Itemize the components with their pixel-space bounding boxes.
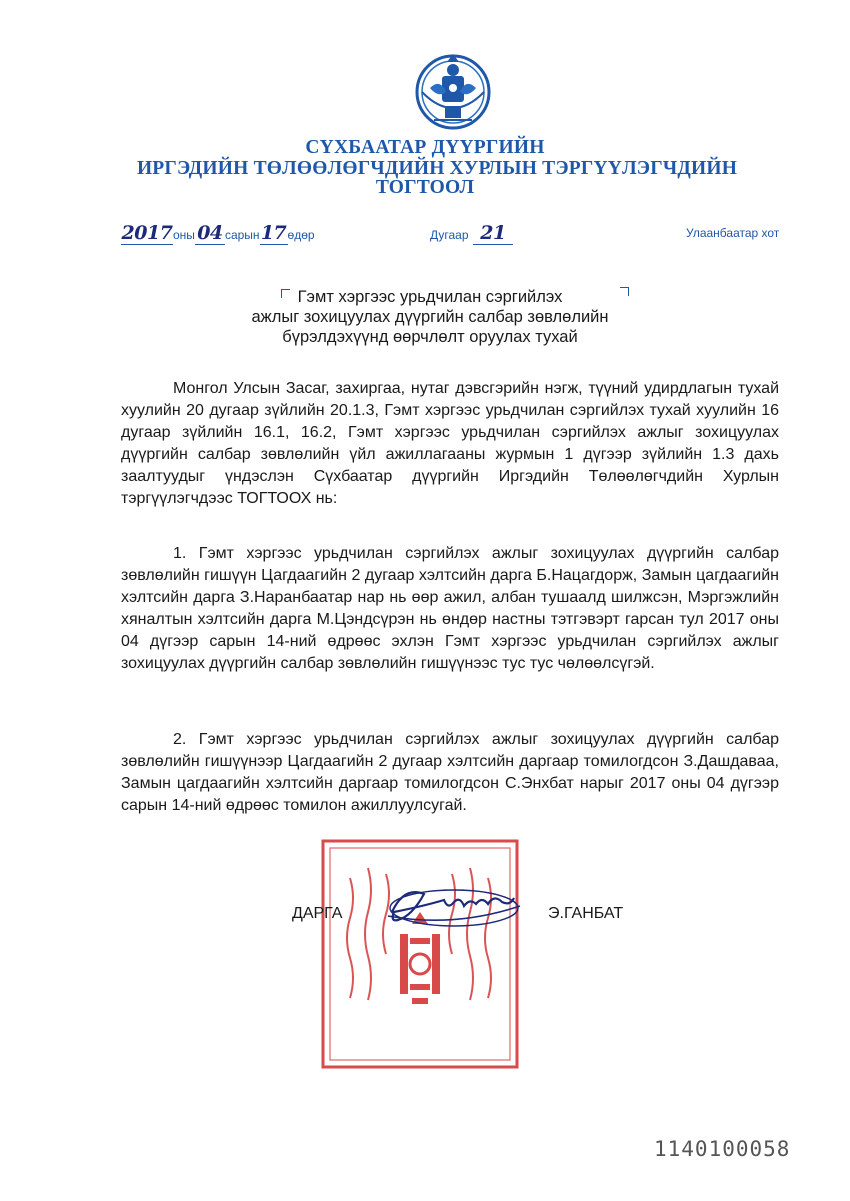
org-name-line2: ИРГЭДИЙН ТӨЛӨӨЛӨГЧДИЙН ХУРЛЫН ТЭРГҮҮЛЭГЧДИЙН	[136, 158, 738, 179]
registration-number: 1140100058	[654, 1137, 791, 1161]
resolution-item-2: 2. Гэмт хэргээс урьдчилан сэргийлэх ажлыг зохицуулах дүүргийн салбар зөвлөлийн гишүүнээр Цагдаагийн 2 дугаар хэлтсийн даргаар томилогдсон З.Дашдаваа, Замын цагдаагийн хэлтсийн даргаар томилогдсон С.Энхбат нарыг 2017 оны 04 дүгээр сарын 14-ний өдрөөс томилон ажиллуулсугай.	[121, 731, 779, 814]
date-year: 2017	[121, 222, 173, 244]
city-label: Улаанбаатар хот	[686, 226, 780, 240]
document-type-title: ТОГТООЛ	[375, 177, 475, 198]
month-suffix: сарын	[224, 228, 260, 242]
resolution-item-1: 1. Гэмт хэргээс урьдчилан сэргийлэх ажлыг зохицуулах дүүргийн салбар зөвлөлийн гишүүн Цагдаагийн 2 дугаар хэлтсийн дарга Б.Нацагдорж, Замын цагдаагийн хэлтсийн дарга З.Наранбаатар нар нь өөр ажил, албан тушаалд шилжсэн, Мэргэжлийн хяналтын хэлтсийн дарга М.Цэндсүрэн нь өндөр настны тэтгэвэрт гарсан тул 2017 оны 04 дүгээр сарын 14-ний өдрөөс эхлэн Гэмт хэргээс урьдчилан сэргийлэх ажлыг зохицуулах дүүргийн салбар зөвлөлийн гишүүнээс тус тус чөлөөлсүгэй.	[121, 545, 779, 672]
date-field	[121, 222, 315, 245]
subject-line3: бүрэлдэхүүнд өөрчлөлт оруулах тухай	[282, 328, 578, 346]
preamble-paragraph: Монгол Улсын Засаг, захиргаа, нутаг дэвсгэрийн нэгж, түүний удирдлагын тухай хуулийн 20 дугаар зүйлийн 20.1.3, Гэмт хэргээс урьдчилан сэргийлэх тухай хуулийн 16 дугаар зүйлийн 16.1, 16.2, Гэмт хэргээс урьдчилан сэргийлэх ажлыг зохицуулах дүүргийн салбар зөвлөлийн үйл ажиллагааны журмын 1 дүгээр зүйлийн 1.3 дахь заалтуудыг үндэслэн Сүхбаатар дүүргийн Иргэдийн Төлөөлөгчдийн Хурлын тэргүүлэгчдээс ТОГТООХ нь:	[121, 380, 779, 507]
date-month: 04	[195, 222, 225, 245]
mongolia-state-emblem-icon	[412, 48, 494, 134]
document-number	[430, 222, 513, 245]
subject-line1: Гэмт хэргээс урьдчилан сэргийлэх	[297, 288, 563, 306]
official-seal-stamp	[320, 838, 520, 1070]
subject-line2: ажлыг зохицуулах дүүргийн салбар зөвлөлийн	[251, 308, 609, 326]
day-suffix: өдөр	[287, 228, 315, 242]
year-suffix: оны	[173, 228, 195, 242]
signatory-role: ДАРГА	[292, 905, 343, 922]
signatory-name: Э.ГАНБАТ	[548, 905, 624, 922]
org-name-line1: СҮХБААТАР ДҮҮРГИЙН	[305, 137, 545, 158]
number-value: 21	[473, 222, 513, 245]
number-label: Дугаар	[430, 228, 469, 242]
document-subject	[200, 287, 660, 347]
date-day: 17	[260, 222, 287, 244]
handwritten-signature-icon	[384, 876, 524, 936]
